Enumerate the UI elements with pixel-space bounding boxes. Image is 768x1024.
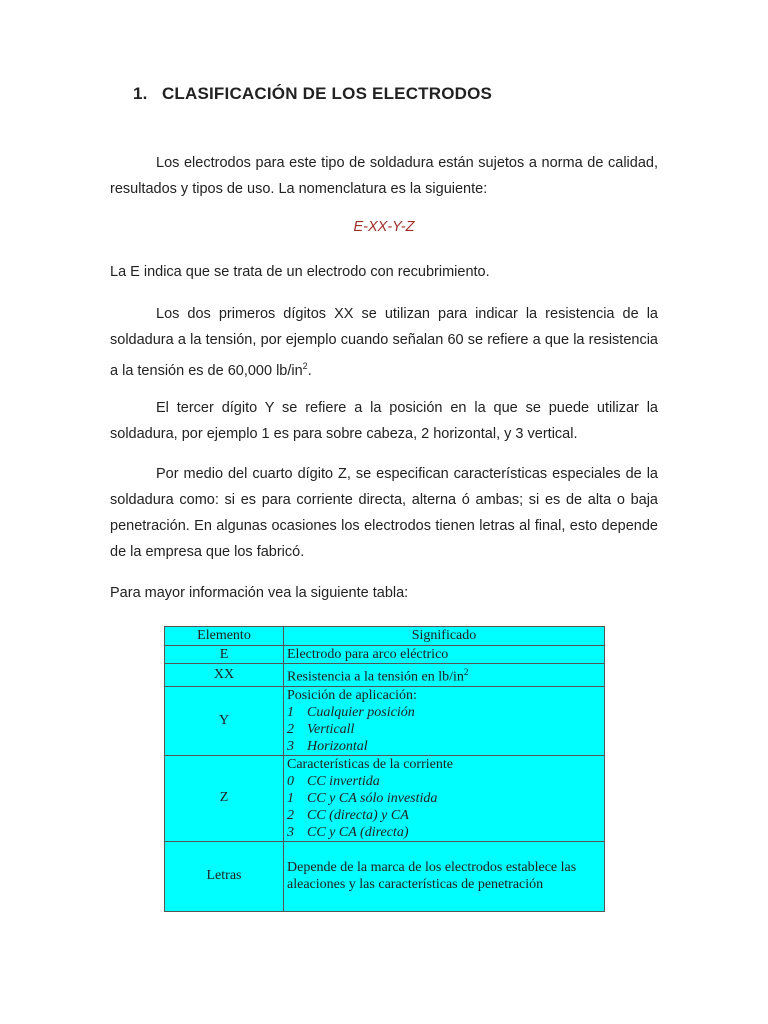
row-value: Depende de la marca de los electrodos establece las aleaciones y las características de penetración bbox=[284, 841, 605, 911]
table-row bbox=[165, 841, 605, 911]
table-row bbox=[165, 664, 605, 687]
list-item-text: Verticall bbox=[307, 721, 355, 737]
header-elemento: Elemento bbox=[165, 627, 284, 646]
row-value: Electrodo para arco eléctrico bbox=[284, 646, 605, 664]
list-item-number: 1 bbox=[287, 790, 294, 806]
list-item bbox=[287, 738, 601, 755]
nomenclature-formula: E-XX-Y-Z bbox=[353, 219, 415, 235]
row-value bbox=[284, 755, 605, 841]
row-value-title: Características de la corriente bbox=[287, 756, 453, 772]
row-key: XX bbox=[165, 664, 284, 687]
section-number: 1. bbox=[133, 84, 148, 103]
list-item bbox=[287, 721, 601, 738]
list-item bbox=[287, 807, 601, 824]
xx-description bbox=[110, 301, 658, 384]
list-item-text: Horizontal bbox=[307, 738, 368, 754]
list-item bbox=[287, 790, 601, 807]
list-item-text: CC y CA sólo investida bbox=[307, 790, 438, 806]
row-key: Z bbox=[165, 755, 284, 841]
list-item-number: 1 bbox=[287, 704, 294, 720]
list-item bbox=[287, 704, 601, 721]
section-heading bbox=[133, 84, 492, 104]
table-row bbox=[165, 646, 605, 664]
list-item-number: 0 bbox=[287, 773, 294, 789]
table-row bbox=[165, 755, 605, 841]
xx-description-end: . bbox=[307, 362, 312, 379]
list-item-text: CC (directa) y CA bbox=[307, 807, 409, 823]
list-item-text: CC invertida bbox=[307, 773, 380, 789]
row-value bbox=[284, 664, 605, 687]
e-description: La E indica que se trata de un electrodo con recubrimiento. bbox=[110, 264, 490, 280]
table-intro: Para mayor información vea la siguiente tabla: bbox=[110, 585, 409, 601]
row-value bbox=[284, 686, 605, 755]
xx-description-text: Los dos primeros dígitos XX se utilizan para indicar la resistencia de la soldadura a la tensión, por ejemplo cuando señalan 60 se refiere a que la resistencia a la tensión es de 60,000 lb/in bbox=[110, 306, 658, 379]
z-description: Por medio del cuarto dígito Z, se especifican características especiales de la soldadura como: si es para corriente directa, alterna ó ambas; si es de alta o baja penetración. En algunas ocasiones los electrodos tienen letras al final, esto depende de la empresa que los fabricó. bbox=[110, 466, 658, 560]
row-key: E bbox=[165, 646, 284, 664]
xx-superscript: 2 bbox=[302, 361, 308, 371]
list-item-text: CC y CA (directa) bbox=[307, 824, 409, 840]
row-value-title: Posición de aplicación: bbox=[287, 687, 417, 703]
table-header-row bbox=[165, 627, 605, 646]
list-item bbox=[287, 773, 601, 790]
list-item-number: 3 bbox=[287, 738, 294, 754]
row-key: Letras bbox=[165, 841, 284, 911]
electrode-table bbox=[164, 626, 605, 912]
y-description: El tercer dígito Y se refiere a la posición en la que se puede utilizar la soldadura, por ejemplo 1 es para sobre cabeza, 2 horizontal, y 3 vertical. bbox=[110, 400, 658, 442]
list-item-number: 2 bbox=[287, 807, 294, 823]
row-value-superscript: 2 bbox=[463, 667, 469, 677]
list-item-number: 2 bbox=[287, 721, 294, 737]
list-item bbox=[287, 824, 601, 841]
row-value-text: Resistencia a la tensión en lb/in bbox=[287, 669, 464, 685]
table-row bbox=[165, 686, 605, 755]
intro-paragraph: Los electrodos para este tipo de soldadura están sujetos a norma de calidad, resultados y tipos de uso. La nomenclatura es la siguiente: bbox=[110, 155, 658, 197]
list-item-text: Cualquier posición bbox=[307, 704, 415, 720]
section-title: CLASIFICACIÓN DE LOS ELECTRODOS bbox=[161, 84, 493, 103]
header-significado: Significado bbox=[284, 627, 605, 646]
row-key: Y bbox=[165, 686, 284, 755]
list-item-number: 3 bbox=[287, 824, 294, 840]
